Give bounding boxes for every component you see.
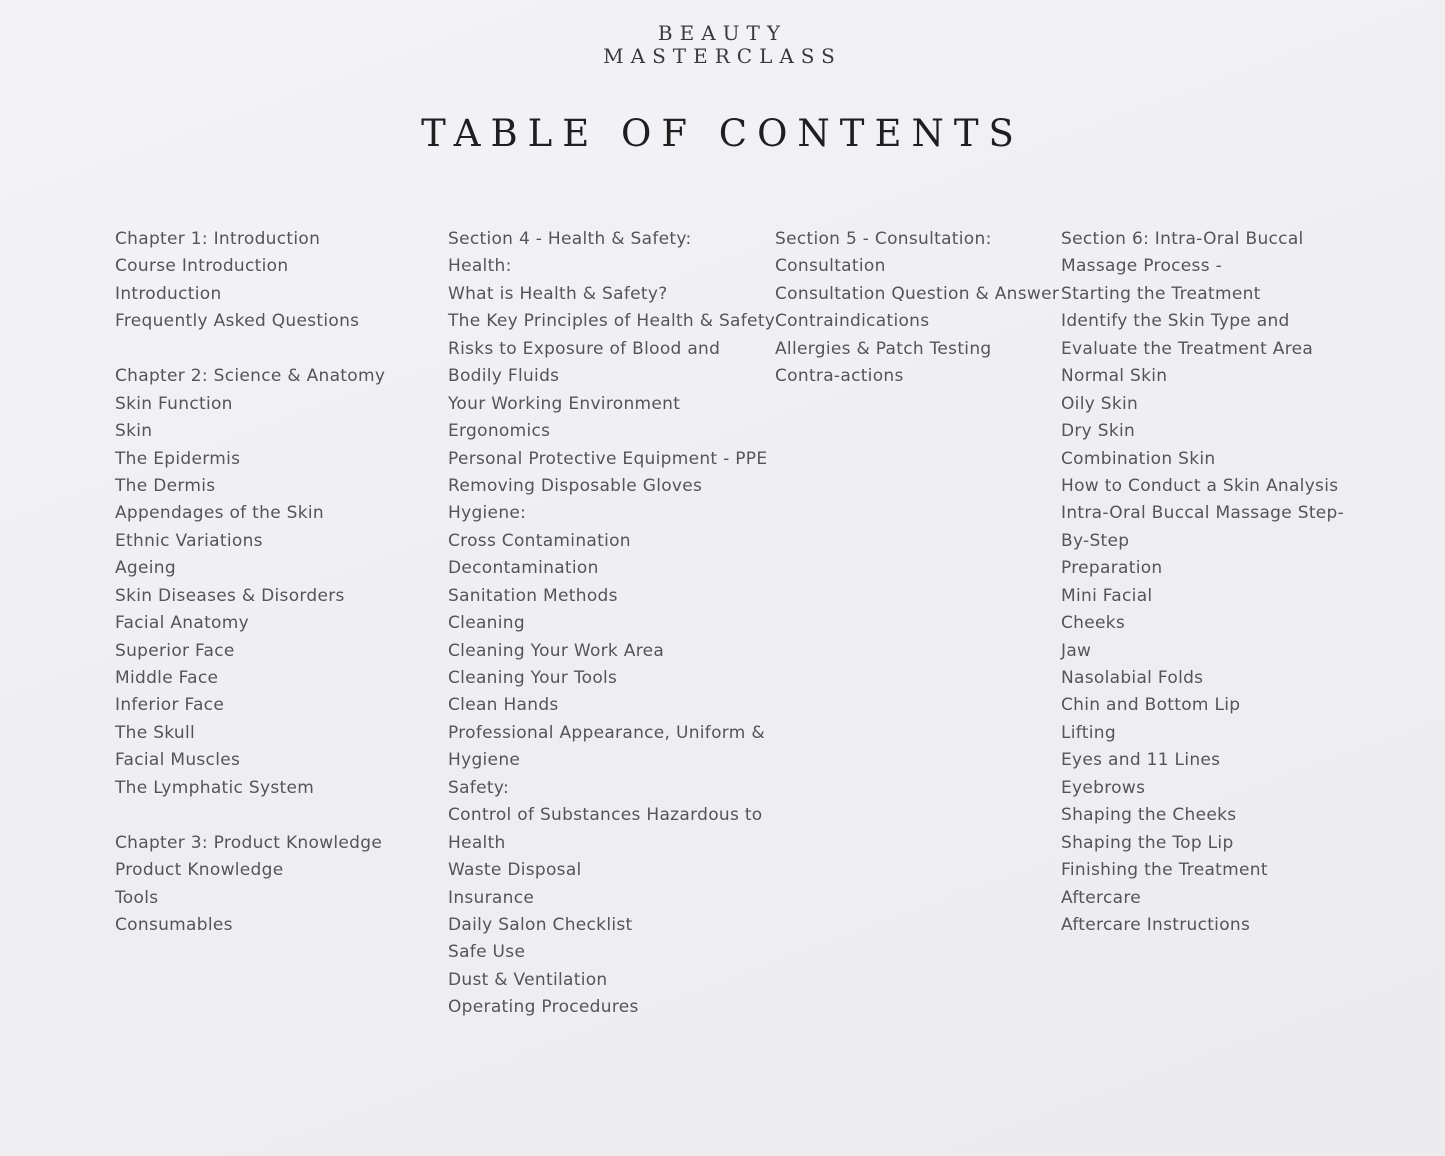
toc-heading: Section 6: Intra-Oral Buccal xyxy=(1061,229,1304,249)
toc-entry: Safety: xyxy=(448,777,509,798)
toc-entry: Finishing the Treatment xyxy=(1061,860,1268,881)
toc-entry: Decontamination xyxy=(448,558,599,579)
toc-entry: Frequently Asked Questions xyxy=(115,311,360,332)
toc-entry: Preparation xyxy=(1061,558,1163,579)
toc-entry: Ethnic Variations xyxy=(115,530,263,551)
toc-entry: Skin Diseases & Disorders xyxy=(115,585,345,606)
toc-entry: Sanitation Methods xyxy=(448,585,618,606)
toc-entry: The Skull xyxy=(115,722,196,743)
toc-entry: Aftercare xyxy=(1061,887,1141,908)
toc-entry: Consultation xyxy=(775,256,886,277)
toc-entry: Course Introduction xyxy=(115,256,289,277)
toc-entry: Normal Skin xyxy=(1061,366,1168,387)
toc-entry: Insurance xyxy=(448,887,535,908)
toc-entry: Removing Disposable Gloves xyxy=(448,475,703,496)
toc-entry: Combination Skin xyxy=(1061,448,1216,469)
toc-entry: Clean Hands xyxy=(448,695,559,716)
page-title: TABLE OF CONTENTS xyxy=(421,112,1024,155)
toc-entry: Ageing xyxy=(115,558,176,579)
toc-entry: Contra-actions xyxy=(775,366,904,387)
toc-entry: Hygiene xyxy=(448,750,521,771)
toc-entry: Health xyxy=(448,832,506,853)
brand-line-1: BEAUTY xyxy=(657,21,788,45)
group-spacer xyxy=(115,802,385,829)
toc-entry: Risks to Exposure of Blood and xyxy=(448,338,721,359)
toc-entry: Starting the Treatment xyxy=(1061,283,1261,304)
toc-entry: The Key Principles of Health & Safety xyxy=(448,311,776,332)
toc-entry: Cleaning Your Work Area xyxy=(448,640,665,661)
toc-entry: Cleaning Your Tools xyxy=(448,668,618,688)
toc-entry: Dry Skin xyxy=(1061,421,1136,442)
toc-entry: Cleaning xyxy=(448,613,525,634)
toc-entry: Waste Disposal xyxy=(448,860,582,881)
toc-entry: Facial Muscles xyxy=(115,750,241,771)
toc-entry: The Epidermis xyxy=(115,448,241,469)
toc-entry: Cheeks xyxy=(1061,613,1126,634)
toc-entry: Shaping the Top Lip xyxy=(1061,832,1234,853)
toc-entry: Superior Face xyxy=(115,640,235,661)
toc-entry: The Lymphatic System xyxy=(115,777,315,798)
toc-entry: Tools xyxy=(115,887,159,908)
toc-entry: Your Working Environment xyxy=(448,393,681,414)
toc-entry: Jaw xyxy=(1061,640,1092,661)
toc-entry: Middle Face xyxy=(115,668,219,688)
toc-entry: How to Conduct a Skin Analysis xyxy=(1061,475,1339,496)
toc-entry: Hygiene: xyxy=(448,503,527,524)
toc-entry: Inferior Face xyxy=(115,695,225,716)
brand-line-2: MASTERCLASS xyxy=(603,44,842,68)
toc-entry: Contraindications xyxy=(775,311,930,332)
toc-entry: Massage Process - xyxy=(1061,256,1222,277)
toc-column-4 xyxy=(1061,226,1344,939)
toc-entry: Introduction xyxy=(115,283,222,304)
toc-entry: Product Knowledge xyxy=(115,860,284,881)
toc-entry: Identify the Skin Type and xyxy=(1061,311,1290,332)
toc-column-1 xyxy=(115,226,385,939)
toc-entry: Skin xyxy=(115,421,153,442)
toc-entry: Oily Skin xyxy=(1061,393,1139,414)
toc-column-2 xyxy=(448,226,775,1022)
toc-entry: What is Health & Safety? xyxy=(448,283,668,304)
toc-entry: Control of Substances Hazardous to xyxy=(448,805,763,826)
toc-entry: Ergonomics xyxy=(448,421,551,442)
toc-entry: Appendages of the Skin xyxy=(115,503,324,524)
group-spacer xyxy=(115,336,385,363)
toc-entry: Evaluate the Treatment Area xyxy=(1061,338,1314,359)
toc-entry: Operating Procedures xyxy=(448,997,639,1018)
toc-heading: Section 4 - Health & Safety: xyxy=(448,229,692,249)
toc-entry: Professional Appearance, Uniform & xyxy=(448,722,765,743)
toc-entry: By-Step xyxy=(1061,530,1130,551)
brand-logo xyxy=(0,22,1445,68)
toc-entry: Health: xyxy=(448,256,512,277)
toc-entry: Daily Salon Checklist xyxy=(448,914,633,935)
toc-heading: Section 5 - Consultation: xyxy=(775,229,992,249)
toc-entry: Shaping the Cheeks xyxy=(1061,805,1237,826)
toc-heading: Chapter 3: Product Knowledge xyxy=(115,832,383,853)
toc-entry: Eyes and 11 Lines xyxy=(1061,750,1221,771)
toc-entry: Consumables xyxy=(115,914,233,935)
toc-entry: Lifting xyxy=(1061,722,1116,743)
toc-entry: Bodily Fluids xyxy=(448,366,560,387)
toc-entry: Facial Anatomy xyxy=(115,613,249,634)
toc-entry: Intra-Oral Buccal Massage Step- xyxy=(1061,503,1345,524)
toc-entry: Aftercare Instructions xyxy=(1061,914,1251,935)
toc-entry: Nasolabial Folds xyxy=(1061,668,1204,688)
toc-entry: Mini Facial xyxy=(1061,585,1153,606)
toc-entry: Safe Use xyxy=(448,942,526,963)
toc-column-3 xyxy=(775,226,1059,391)
toc-entry: The Dermis xyxy=(115,475,216,496)
toc-entry: Eyebrows xyxy=(1061,777,1146,798)
toc-heading: Chapter 2: Science & Anatomy xyxy=(115,366,386,387)
toc-entry: Personal Protective Equipment - PPE xyxy=(448,448,768,469)
toc-entry: Dust & Ventilation xyxy=(448,969,608,990)
toc-entry: Allergies & Patch Testing xyxy=(775,338,992,359)
toc-entry: Cross Contamination xyxy=(448,530,631,551)
toc-entry: Consultation Question & Answer xyxy=(775,283,1060,304)
toc-entry: Chin and Bottom Lip xyxy=(1061,695,1241,716)
toc-entry: Skin Function xyxy=(115,393,233,414)
toc-heading: Chapter 1: Introduction xyxy=(115,229,321,249)
